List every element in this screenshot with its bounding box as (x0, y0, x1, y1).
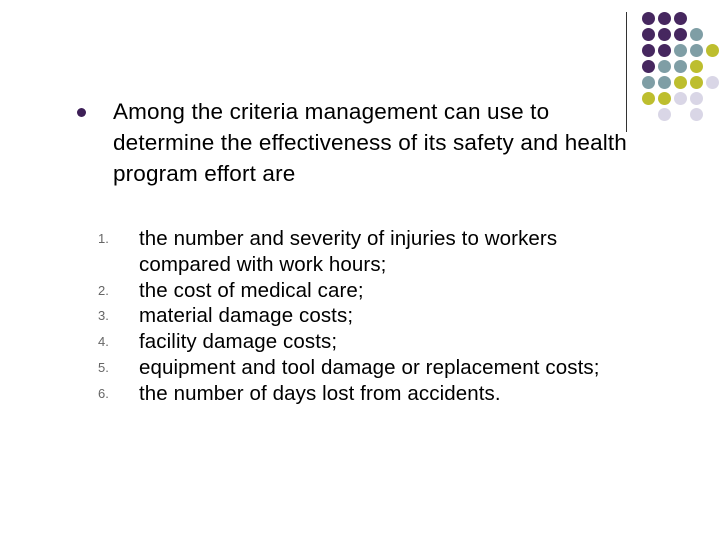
decor-dot (690, 92, 703, 105)
list-item-text: the cost of medical care; (139, 278, 364, 302)
decor-dot (658, 44, 671, 57)
decor-dot (690, 28, 703, 41)
decor-dot (658, 12, 671, 25)
bullet-dot-icon (77, 108, 86, 117)
decor-dot (658, 76, 671, 89)
decor-dot (642, 60, 655, 73)
list-item (0, 278, 720, 304)
list-item-number: 4. (98, 334, 109, 350)
list-item-text: equipment and tool damage or replacement costs; (139, 355, 600, 379)
list-item-text: the number of days lost from accidents. (139, 381, 501, 405)
decor-dot (674, 60, 687, 73)
list-item-number: 5. (98, 359, 109, 375)
list-item-text: the number and severity of injuries to workers compared with work hours; (139, 227, 558, 276)
list-item-number: 1. (98, 231, 109, 246)
list-item (0, 329, 720, 355)
decorative-dot-grid (640, 10, 720, 120)
decor-dot (690, 76, 703, 89)
decor-dot (674, 76, 687, 89)
list-item (0, 381, 720, 407)
list-item-number: 6. (98, 385, 109, 401)
list-item-number: 3. (98, 308, 109, 324)
list-item (0, 226, 720, 278)
numbered-list (0, 226, 720, 407)
main-bullet-text: Among the criteria management can use to determine the effectiveness of its safety and health program effort are (113, 99, 627, 186)
decor-dot (706, 76, 719, 89)
decor-dot (674, 12, 687, 25)
decor-dot (642, 12, 655, 25)
decor-dot (690, 60, 703, 73)
decor-dot (658, 28, 671, 41)
decor-dot (690, 108, 703, 121)
decor-dot (642, 44, 655, 57)
decor-dot (642, 92, 655, 105)
list-item-number: 2. (98, 282, 109, 298)
decor-dot (674, 92, 687, 105)
decor-dot (658, 92, 671, 105)
list-item-text: material damage costs; (139, 304, 354, 328)
list-item (0, 303, 720, 329)
decor-dot (642, 28, 655, 41)
decor-dot (674, 28, 687, 41)
list-item-text: facility damage costs; (139, 330, 338, 354)
list-item (0, 355, 720, 381)
decor-dot (658, 60, 671, 73)
decor-dot (690, 44, 703, 57)
decor-dot (642, 76, 655, 89)
decor-dot (658, 108, 671, 121)
decor-dot (674, 44, 687, 57)
decor-dot (706, 44, 719, 57)
